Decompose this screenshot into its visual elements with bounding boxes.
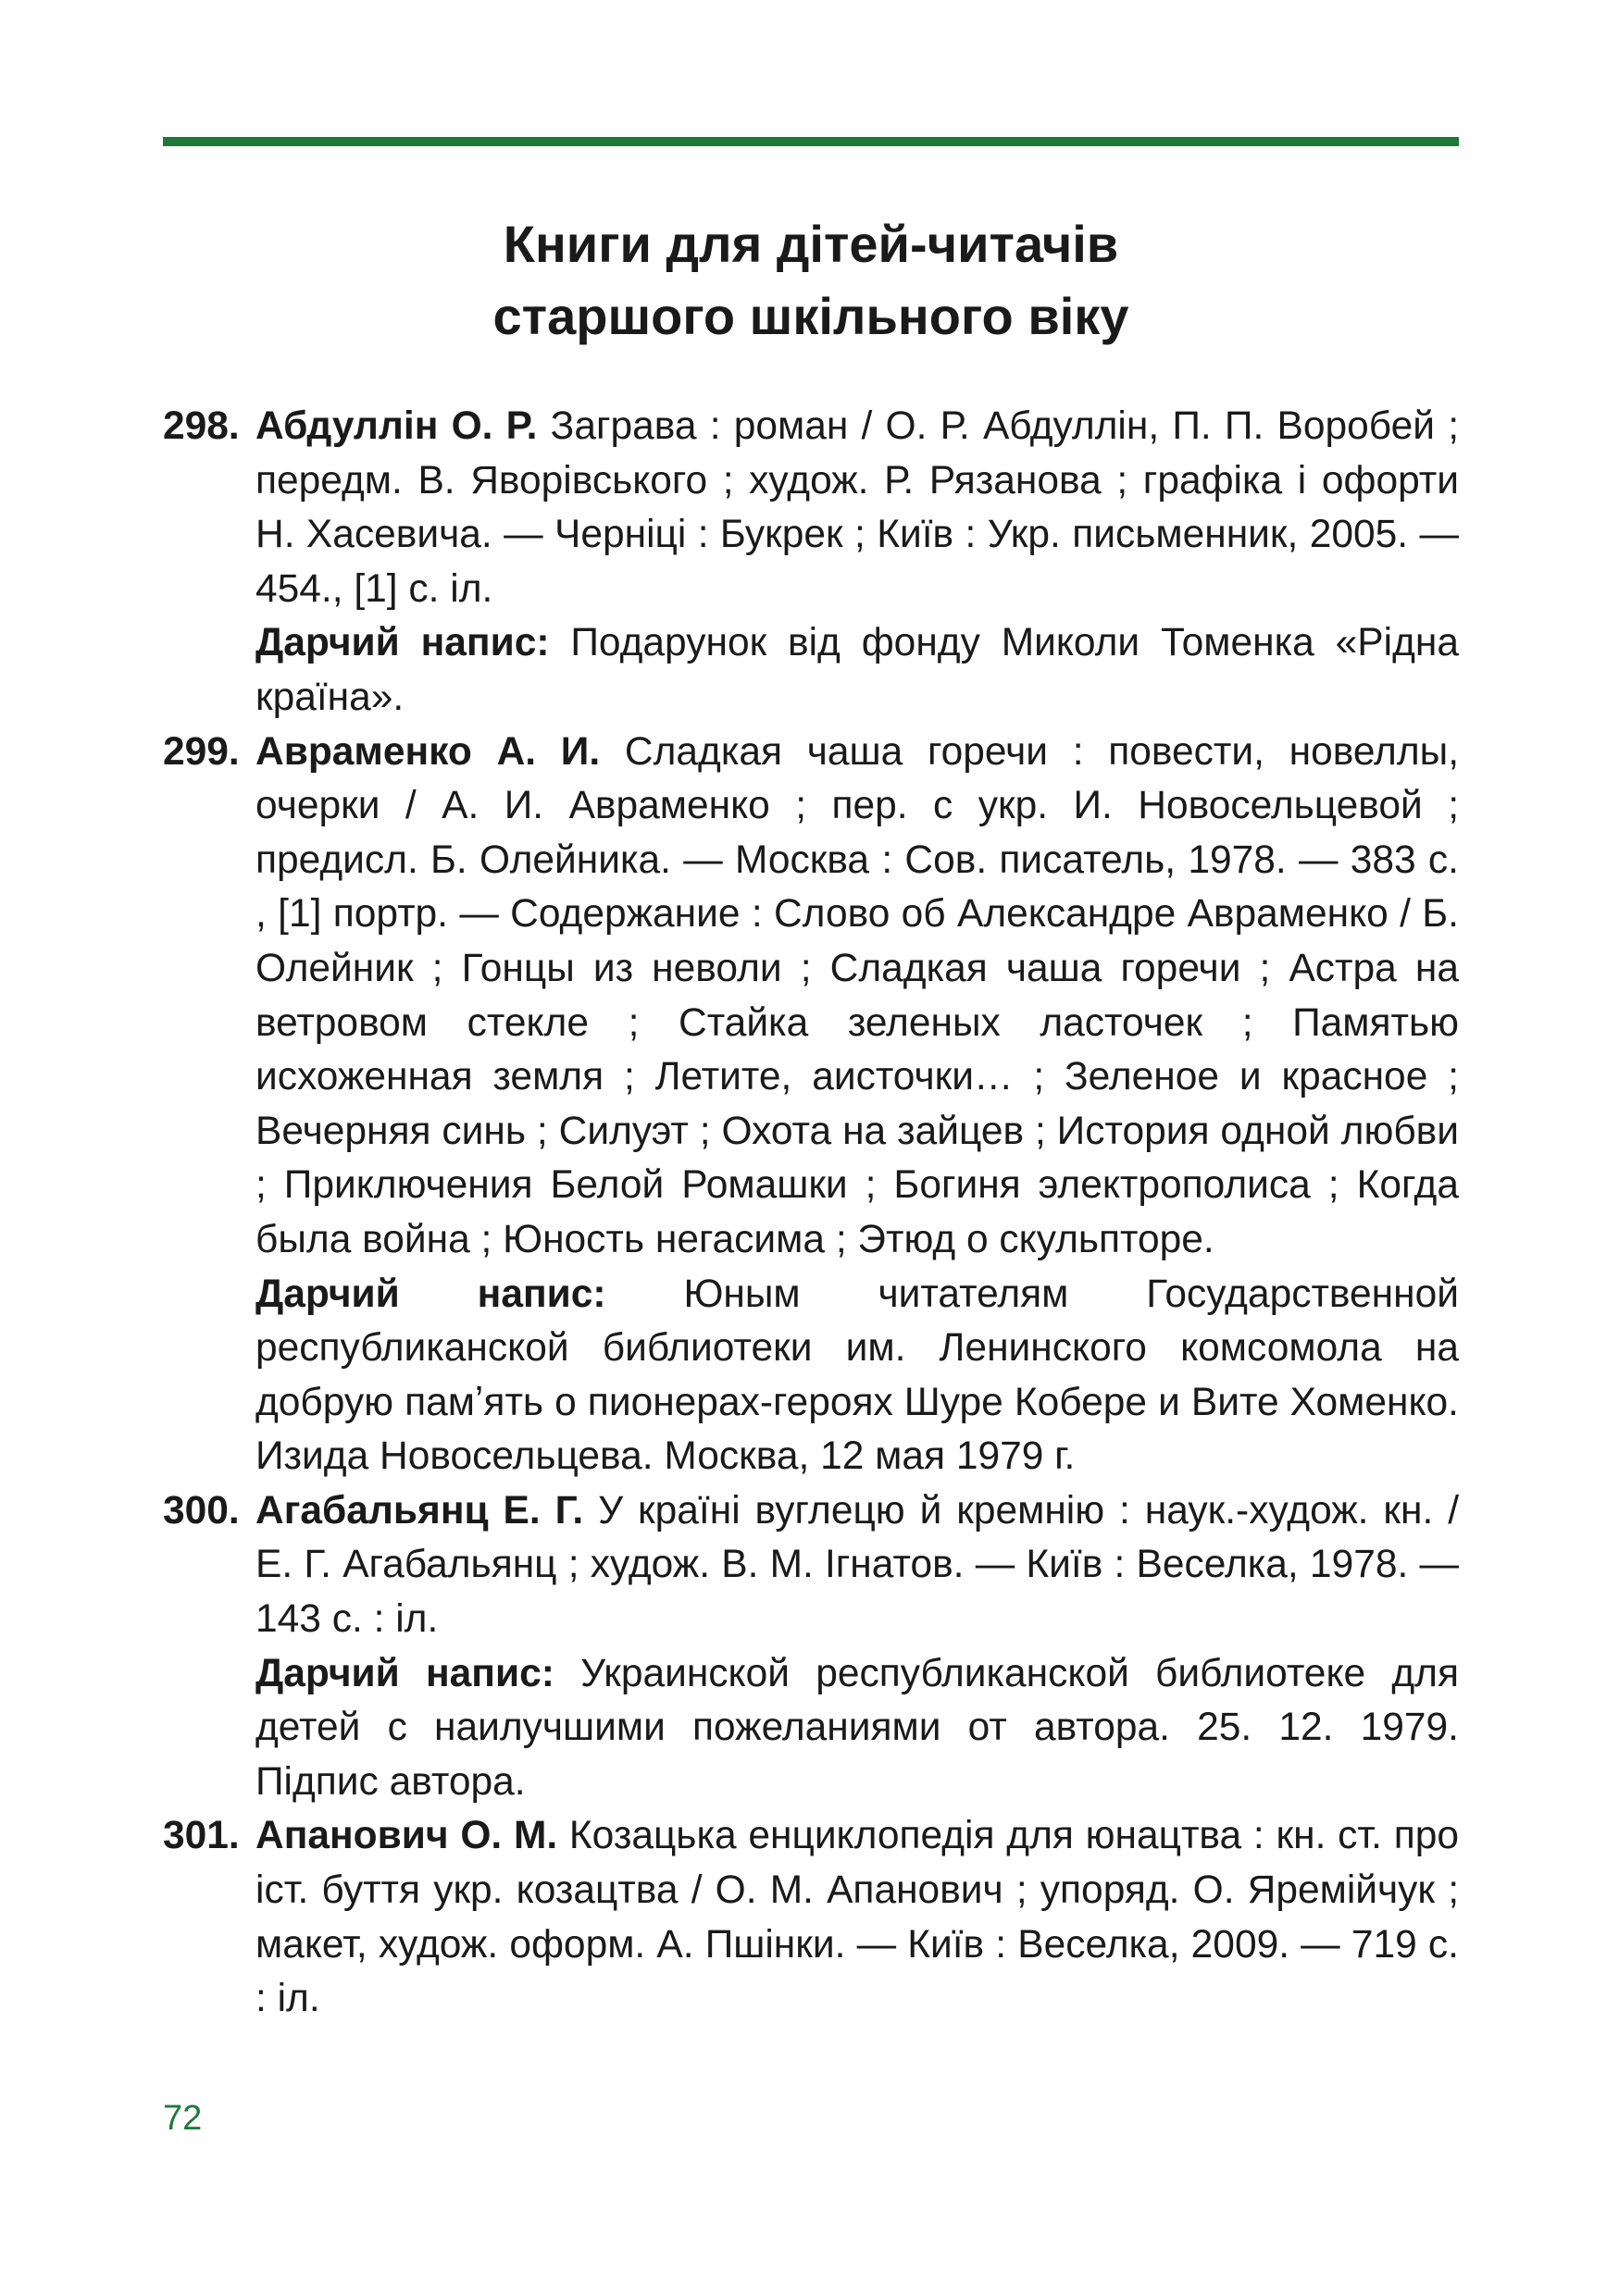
entry-number: 301. xyxy=(163,1814,240,1858)
page-title xyxy=(163,208,1459,353)
entry-number: 300. xyxy=(163,1488,240,1533)
gift-inscription-text: Украинской республиканской библиотеке для детей с наилучшими пожеланиями от автора. 25. 12. 1979. Підпис автора. xyxy=(255,1651,1459,1804)
entry-description: У країні вуглецю й кремнію : наук.-худож. кн. / Е. Г. Агабальянц ; худож. В. М. Ігнатов. — Київ : Веселка, 1978. — 143 с. : іл. xyxy=(255,1488,1459,1642)
entry-number: 299. xyxy=(163,729,240,774)
entry-author: Агабальянц Е. Г. xyxy=(255,1488,584,1533)
entry-author: Абдуллін О. Р. xyxy=(255,404,538,448)
bibliography-entry xyxy=(163,400,1459,726)
gift-inscription-text: Юным читателям Государственной республиканской библиотеки им. Ленинского комсомола на добрую памʼять о пионерах-героях Шуре Кобере и Вите Хоменко. Изида Новосельцева. Москва, 12 мая 1979 г. xyxy=(255,1272,1459,1479)
entry-author: Авраменко А. И. xyxy=(255,729,601,774)
gift-inscription xyxy=(255,1647,1459,1810)
gift-inscription xyxy=(255,1268,1459,1484)
entry-description: Сладкая чаша горечи : повести, новеллы, очерки / А. И. Авраменко ; пер. с укр. И. Новосельцевой ; предисл. Б. Олейника. — Москва : Сов. писатель, 1978. — 383 с. , [1] портр. — Содержание : Слово об Александре Авраменко / Б. Олейник ; Гонцы из неволи ; Сладкая чаша горечи ; Астра на ветровом стекле ; Стайка зеленых ласточек ; Памятью исхоженная земля ; Летите, аисточки… ; Зеленое и красное ; Вечерняя синь ; Силуэт ; Охота на зайцев ; История одной любви ; Приключения Белой Ромашки ; Богиня электрополиса ; Когда была война ; Юность негасима ; Этюд о скульпторе. xyxy=(255,729,1460,1261)
bibliography-entry xyxy=(163,1809,1459,2026)
entry-description: Заграва : роман / О. Р. Абдуллін, П. П. Воробей ; передм. В. Яворівського ; худож. Р. Рязанова ; графіка і офорти Н. Хасевича. — Черніці : Букрек ; Київ : Укр. письменник, 2005. — 454., [1] с. іл. xyxy=(255,404,1460,611)
bibliography-list xyxy=(163,400,1459,2027)
page-number: 72 xyxy=(163,2099,203,2138)
entry-author: Апанович О. М. xyxy=(255,1814,558,1858)
top-rule xyxy=(163,137,1459,146)
gift-inscription-label: Дарчий напис: xyxy=(255,1651,554,1695)
page-title-line-1: Книги для дітей-читачів xyxy=(503,215,1119,273)
bibliography-entry xyxy=(163,1484,1459,1810)
gift-inscription-text: Подарунок від фонду Миколи Томенка «Рідна країна». xyxy=(255,621,1459,719)
entry-number: 298. xyxy=(163,404,240,448)
gift-inscription-label: Дарчий напис: xyxy=(255,621,550,665)
gift-inscription-label: Дарчий напис: xyxy=(255,1272,606,1316)
bibliography-entry xyxy=(163,726,1459,1484)
entry-description: Козацька енциклопедія для юнацтва : кн. ст. про іст. буття укр. козацтва / О. М. Апанович ; упоряд. О. Яремійчук ; макет, худож. оформ. А. Пшінки. — Київ : Веселка, 2009. — 719 с. : іл. xyxy=(255,1814,1459,2021)
gift-inscription xyxy=(255,616,1459,725)
page-title-line-2: старшого шкільного віку xyxy=(492,287,1129,345)
